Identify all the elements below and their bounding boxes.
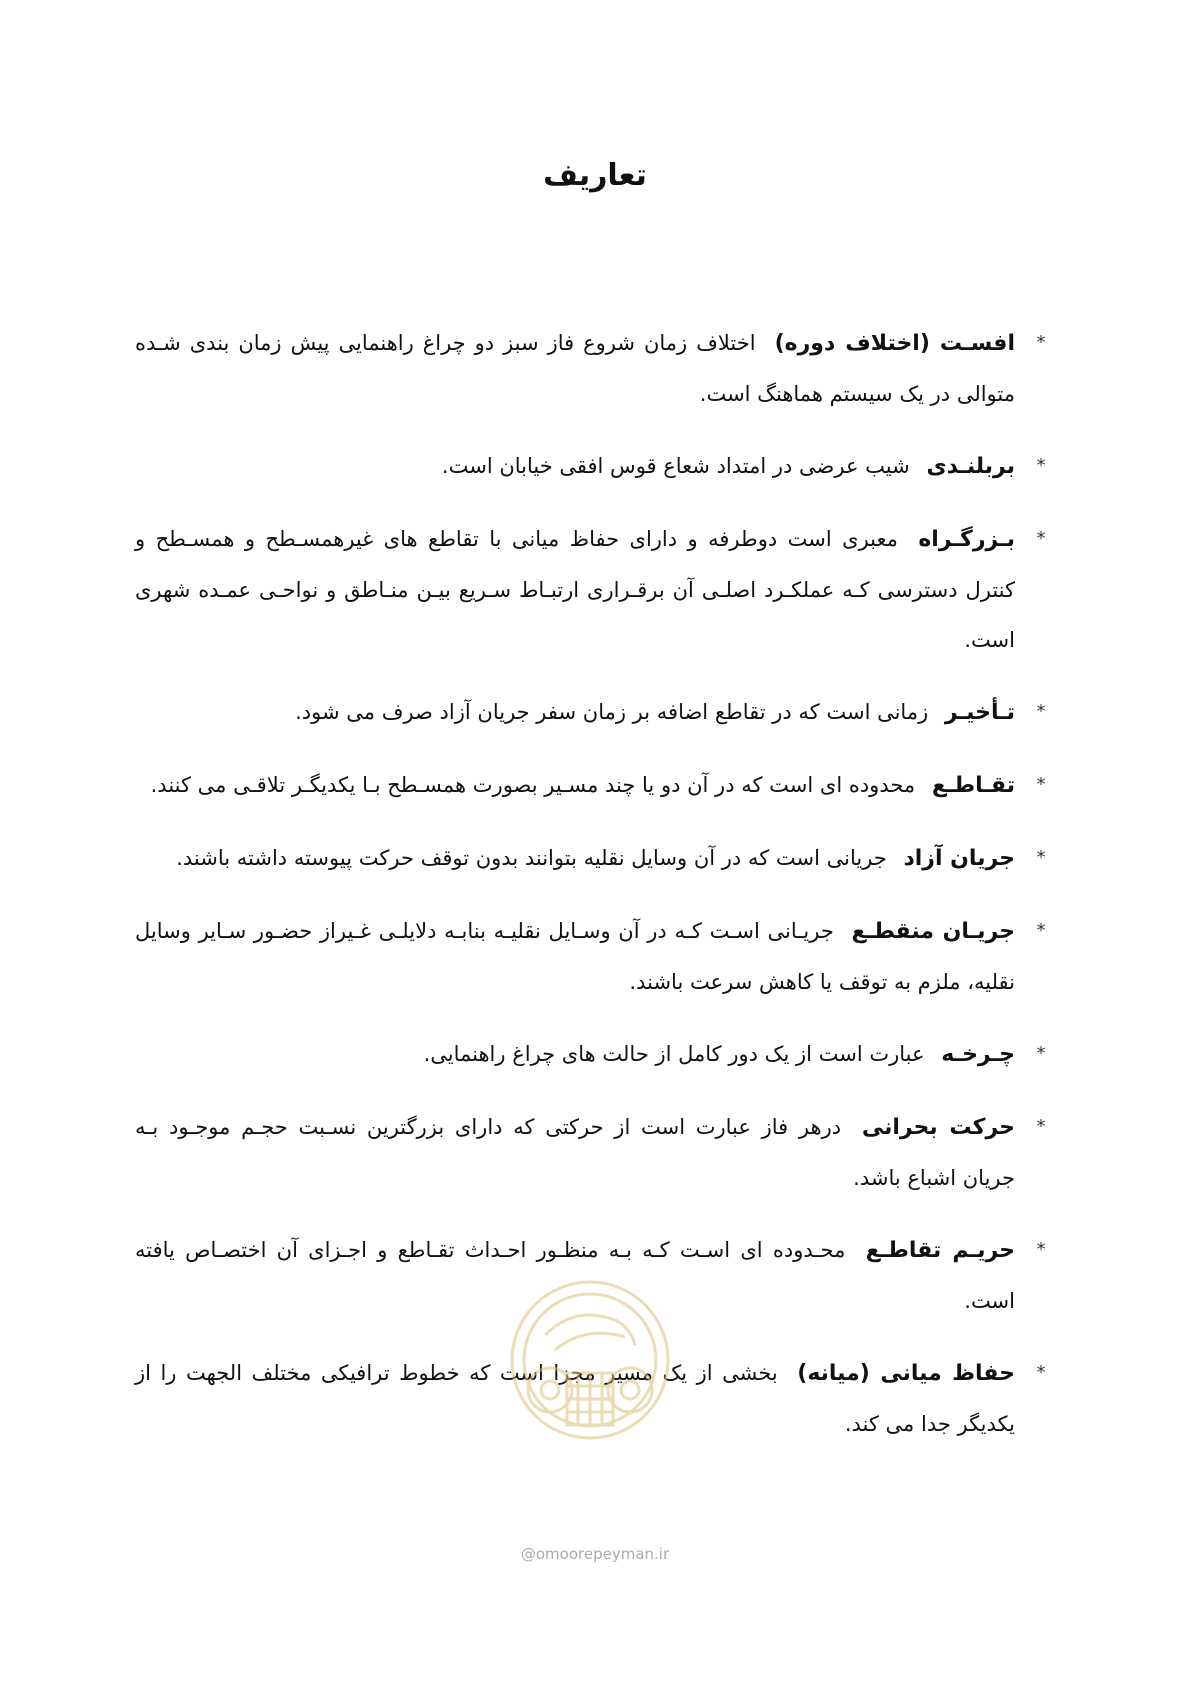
definition-term: افسـت (اختلاف دوره) [774,331,1015,356]
definition-item [135,1029,1055,1080]
definition-term: جریـان منقطـع [851,919,1015,944]
definition-term: بربلنـدی [926,454,1015,479]
watermark-logo-icon [505,1265,675,1465]
definition-text: جریـانی اسـت کـه در آن وسـایل نقلیـه بنابـه دلایلـی غـیراز حضـور سـایر وسایل نقلیه، ملزم به توقف یا کاهش سرعت باشند. [135,919,1015,994]
definition-term: حفاظ میانی (میانه) [797,1361,1015,1386]
bullet-icon: * [1036,455,1046,476]
definition-item [135,906,1055,1007]
definition-item [135,441,1055,492]
definition-item [135,760,1055,811]
bullet-icon: * [1036,1362,1046,1383]
definition-item [135,1102,1055,1203]
definition-text: محدوده ای است که در آن دو یا چند مسـیر بصورت همسـطح بـا یکدیگـر تلاقـی می کنند. [150,773,916,797]
bullet-icon: * [1036,701,1046,722]
bullet-icon: * [1036,1116,1046,1137]
definition-item [135,833,1055,884]
definition-term: تـأخیـر [944,700,1015,725]
bullet-icon: * [1036,847,1046,868]
bullet-icon: * [1036,1043,1046,1064]
definition-term: حریـم تقاطـع [865,1238,1015,1263]
definition-item [135,514,1055,665]
definition-text: معبری است دوطرفه و دارای حفاظ میانی با تقاطع های غیرهمسـطح و همسـطح و کنترل دسترسی کـه عملکـرد اصلـی آن برقـراری ارتبـاط سـریع بیـن منـاطق و نواحـی عمـده شهری است. [135,527,1015,652]
definition-item [135,687,1055,738]
definition-text: جریانی است که در آن وسایل نقلیه بتوانند بدون توقف حرکت پیوسته داشته باشند. [176,846,887,870]
definition-text: بخشی از یک مسیر مجزا است که خطوط ترافیکی مختلف الجهت را از یکدیگر جدا می کند. [135,1361,1015,1436]
definition-term: چـرخـه [941,1042,1015,1067]
bullet-icon: * [1036,528,1046,549]
definition-item [135,318,1055,419]
bullet-icon: * [1036,332,1046,353]
bullet-icon: * [1036,920,1046,941]
definition-text: درهر فاز عبارت است از حرکتی که دارای بزرگترین نسـبت حجـم موجـود بـه جریان اشباع باشد. [135,1115,1015,1190]
definition-text: عبارت است از یک دور کامل از حالت های چراغ راهنمایی. [423,1042,925,1066]
watermark-url: @omoorepeyman.ir [520,1545,670,1563]
definition-text: شیب عرضی در امتداد شعاع قوس افقی خیابان است. [441,454,910,478]
bullet-icon: * [1036,1239,1046,1260]
definition-term: حرکت بحرانی [861,1115,1015,1140]
definition-text: اختلاف زمان شروع فاز سبز دو چراغ راهنمایی پیش زمان بندی شـده متوالی در یک سیستم هماهنگ است. [135,331,1015,406]
definition-term: تقـاطـع [931,773,1015,798]
bullet-icon: * [1036,774,1046,795]
definition-term: بـزرگـراه [918,527,1015,552]
definition-text: محـدوده ای اسـت کـه بـه منظـور احـداث تقـاطع و اجـزای آن اختصـاص یافته است. [135,1238,1015,1313]
definition-text: زمانی است که در تقاطع اضافه بر زمان سفر جریان آزاد صرف می شود. [295,700,929,724]
page-title: تعاریف [543,158,647,193]
definition-term: جریان آزاد [903,846,1015,871]
